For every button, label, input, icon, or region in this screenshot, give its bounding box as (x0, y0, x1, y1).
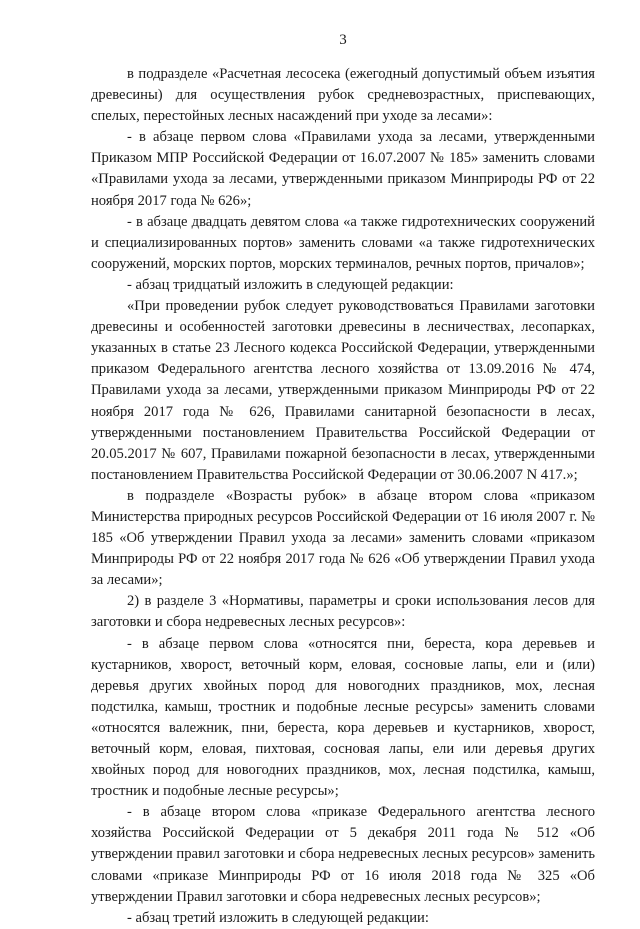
document-page (91, 30, 595, 929)
paragraph-thirtieth-abzac-text: «При проведении рубок следует руководствоваться Правилами заготовки древесины и особенностей заготовки древесины в лесничествах, лесопарках, указанных в статье 23 Лесного кодекса Российской Федерации, утвержденными приказом Федерального агентства лесного хозяйства от 13.09.2016 № 474, Правилами ухода за лесами, утвержденными приказом Минприроды РФ от 22 ноября 2017 года № 626, Правилами санитарной безопасности в лесах, утвержденными постановлением Правительства Российской Федерации от 20.05.2017 № 607, Правилами пожарной безопасности в лесах, утвержденными постановлением Правительства Российской Федерации от 30.06.2007 N 417.»; (91, 298, 595, 483)
page-number: 3 (339, 32, 347, 48)
paragraph-section-3-second-abzac: - в абзаце втором слова «приказе Федерального агентства лесного хозяйства Российской Федерации от 5 декабря 2011 года № 512 «Об утверждении правил заготовки и сбора недревесных лесных ресурсов» заменить словами «приказе Минприроды РФ от 16 июля 2018 года № 325 «Об утверждении Правил заготовки и сбора недревесных лесных ресурсов»; (91, 804, 595, 905)
paragraph-section-3-third-abzac-intro: - абзац третий изложить в следующей редакции: (127, 909, 429, 926)
paragraph-calculated-cutting-area: в подразделе «Расчетная лесосека (ежегодный допустимый объем изъятия древесины) для осуществления рубок средневозрастных, приспевающих, спелых, перестойных лесных насаждений при уходе за лесами»: (91, 66, 595, 125)
paragraph-cutting-ages-amendment: в подразделе «Возрасты рубок» в абзаце втором слова «приказом Министерства природных ресурсов Российской Федерации от 16 июля 2007 г. № 185 «Об утверждении Правил ухода за лесами» заменить словами «приказом Минприроды РФ от 22 ноября 2017 года № 626 «Об утверждении Правил ухода за лесами»; (91, 487, 595, 589)
paragraph-thirtieth-abzac-intro: - абзац тридцатый изложить в следующей редакции: (127, 276, 454, 293)
paragraph-section-3-first-abzac: - в абзаце первом слова «относятся пни, береста, кора деревьев и кустарников, хворост, веточный корм, еловая, сосновые лапы, ели и (или) деревья других хвойных пород для новогодних праздников, мох, лесная подстилка, камыш, тростник и подобные лесные ресурсы» заменить словами «относятся валежник, пни, береста, кора деревьев и кустарников, хворост, веточный корм, еловая, пихтовая, сосновая лапы, ели или деревья других хвойных пород для новогодних праздников, мох, лесная подстилка, камыш, тростник и подобные лесные ресурсы»; (91, 635, 595, 800)
paragraph-twenty-ninth-abzac-amendment: - в абзаце двадцать девятом слова «а также гидротехнических сооружений и специализированных портов» заменить словами «а также гидротехнических сооружений, морских портов, морских терминалов, речных портов, причалов»; (91, 213, 595, 272)
paragraph-first-abzac-amendment: - в абзаце первом слова «Правилами ухода за лесами, утвержденными Приказом МПР Российской Федерации от 16.07.2007 № 185» заменить словами «Правилами ухода за лесами, утвержденными приказом Минприроды РФ от 22 ноября 2017 года № 626»; (91, 129, 595, 209)
paragraph-section-3-heading: 2) в разделе 3 «Нормативы, параметры и сроки использования лесов для заготовки и сбора недревесных лесных ресурсов»: (91, 593, 595, 631)
